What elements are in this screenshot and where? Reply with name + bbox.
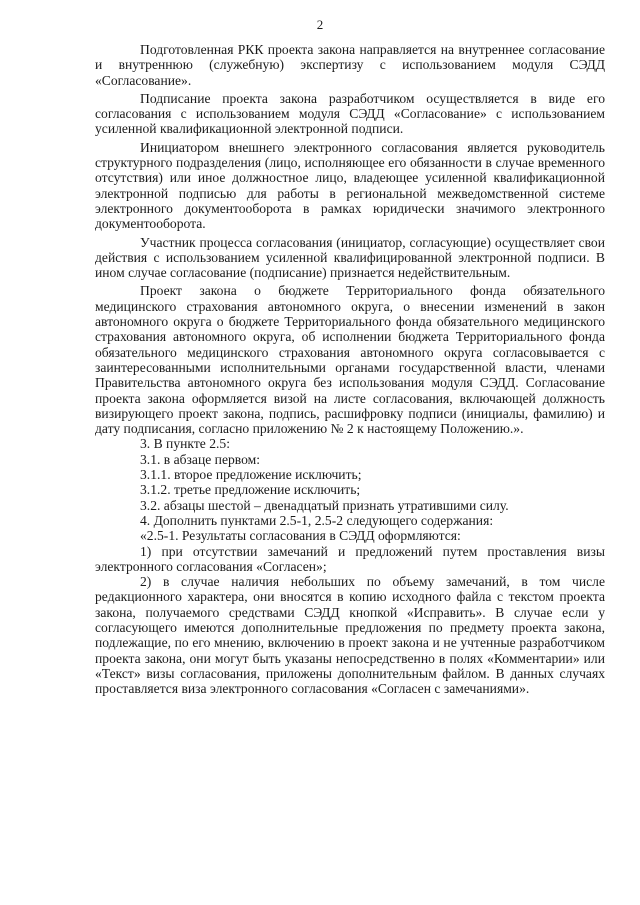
paragraph-signing-by-developer: Подписание проекта закона разработчиком осуществляется в виде его согласования с использованием модуля СЭДД «Согласование» с использованием усиленной квалификационной электронной подписи. <box>95 90 605 137</box>
paragraph-rkk-internal-approval: Подготовленная РКК проекта закона направляется на внутреннее согласование и внутреннюю (служебную) экспертизу с использованием модуля СЭДД «Согласование». <box>95 42 605 88</box>
paragraph-item-4: 4. Дополнить пунктами 2.5-1, 2.5-2 следующего содержания: <box>140 512 494 528</box>
paragraph-budget-law-approval: Проект закона о бюджете Территориального фонда обязательного медицинского страхования автономного округа, о внесении изменений в закон автономного округа о бюджете Территориального фонда обязательного медицинского страхования автономного округа, об исполнении бюджета Территориального фонда обязательного медицинского страхования автономного округа согласовывается с заинтересованными исполнительными органами государственной власти, членами Правительства автономного округа без использования модуля СЭДД. Согласование проекта закона оформляется визой на листе согласования, включающей должность визирующего проект закона, подпись, расшифровку подписи (инициалы, фамилию) и дату подписания, согласно приложению № 2 к настоящему Положению.». <box>95 283 605 437</box>
paragraph-item-2-5-1: «2.5-1. Результаты согласования в СЭДД оформляются: <box>140 528 461 544</box>
page-number: 2 <box>316 17 324 32</box>
paragraph-item-3-1-1: 3.1.1. второе предложение исключить; <box>140 467 362 483</box>
paragraph-item-3-1-2: 3.1.2. третье предложение исключить; <box>140 482 361 498</box>
paragraph-participant: Участник процесса согласования (инициатор, согласующие) осуществляет свои действия с использованием усиленной квалифицированной электронной подписи. В ином случае согласование (подписание) признается недействительным. <box>95 234 605 281</box>
paragraph-initiator: Инициатором внешнего электронного согласования является руководитель структурного подразделения (лицо, исполняющее его обязанности в случае временного отсутствия) или иное должностное лицо, владеющее усиленной квалификационной электронной подписью для работы в региональной межведомственной системе электронного документооборота в рамках юридически значимого электронного документооборота. <box>95 139 605 232</box>
paragraph-item-3-2: 3.2. абзацы шестой – двенадцатый признать утратившими силу. <box>140 497 509 513</box>
paragraph-item-3: 3. В пункте 2.5: <box>140 436 230 452</box>
paragraph-item-3-1: 3.1. в абзаце первом: <box>140 451 261 467</box>
paragraph-subitem-2: 2) в случае наличия небольших по объему замечаний, в том числе редакционного характера, они вносятся в копию исходного файла с текстом проекта закона, получаемого средствами СЭДД кнопкой «Исправить». В случае если у согласующего имеются дополнительные предложения по предмету проекта закона, подлежащие, по его мнению, включению в проект закона и не учтенные разработчиком проекта закона, они могут быть указаны непосредственно в полях «Комментарии» или «Текст» визы согласования, приложены дополнительным файлом. В данных случаях проставляется виза электронного согласования «Согласен с замечаниями». <box>95 574 605 697</box>
document-body <box>95 42 605 696</box>
paragraph-subitem-1: 1) при отсутствии замечаний и предложений путем проставления визы электронного согласования «Согласен»; <box>95 543 605 574</box>
